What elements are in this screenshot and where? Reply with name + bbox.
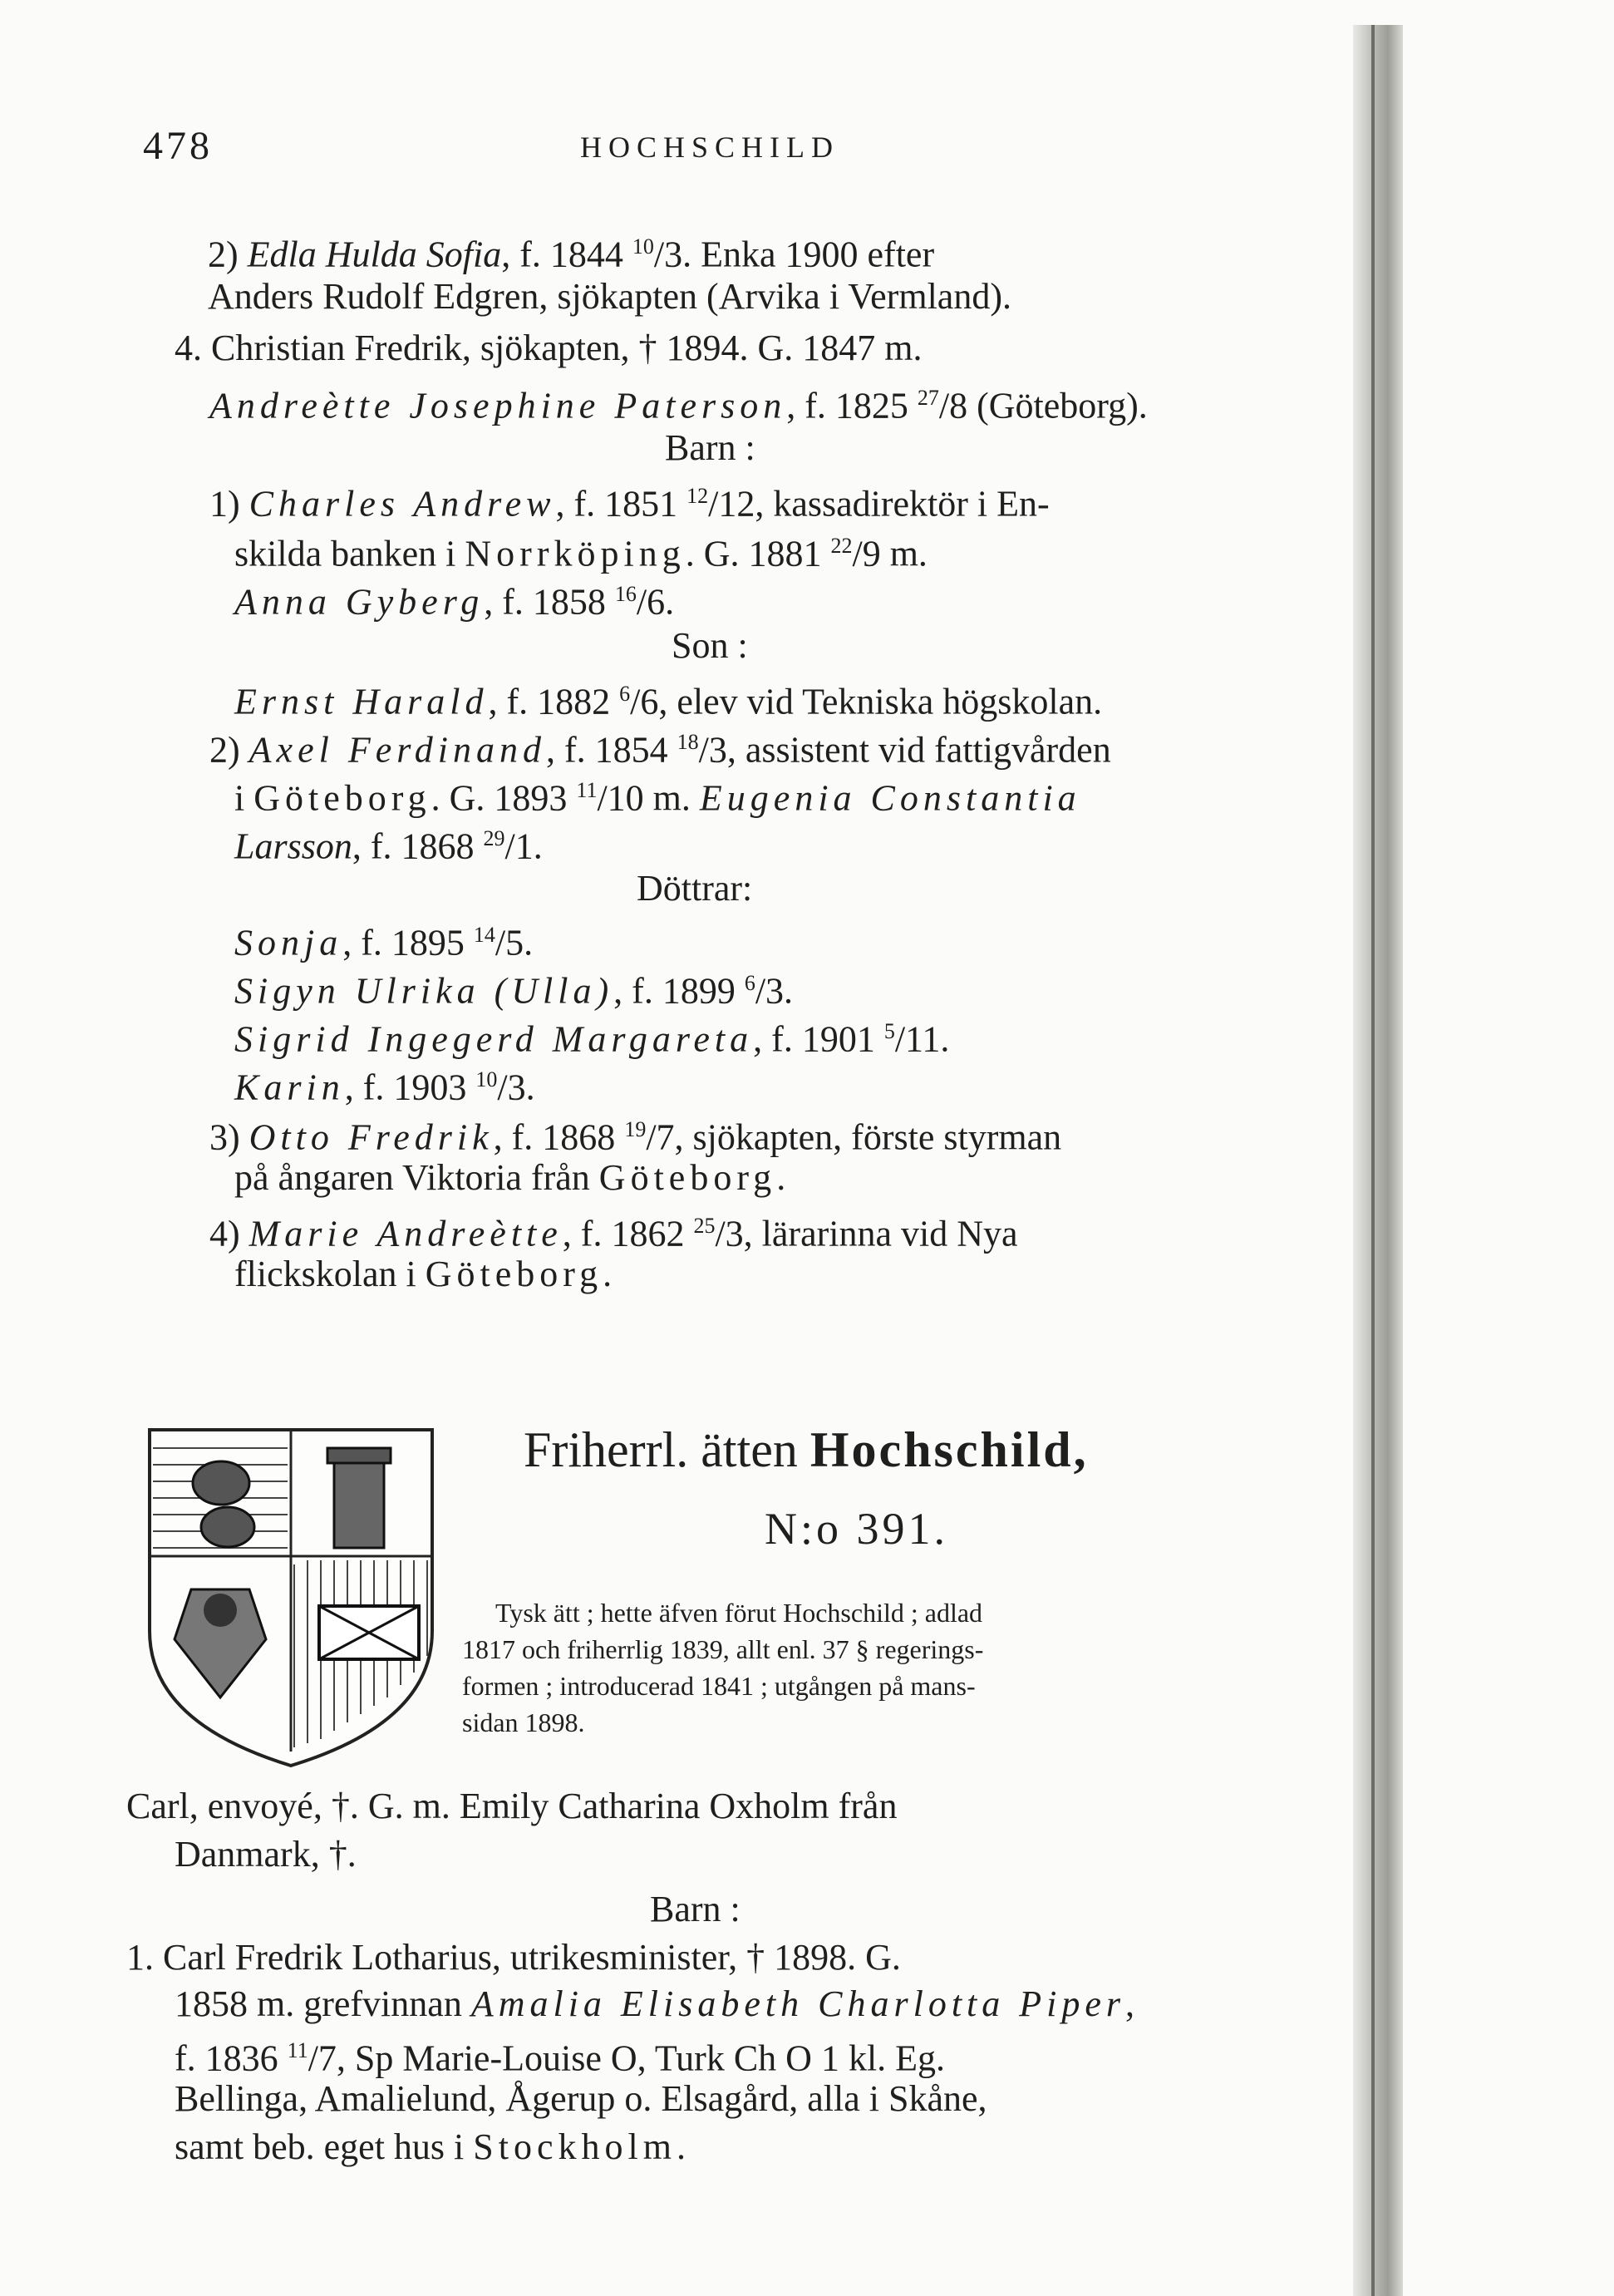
text-line: Karin, f. 1903 $^{10}$/3. bbox=[234, 1067, 535, 1108]
text-line: f. 1836 $^{11}$/7, Sp Marie-Louise O, Turk Ch O 1 kl. Eg. bbox=[175, 2037, 946, 2079]
text-line: 1858 m. grefvinnan Amalia Elisabeth Charlotta Piper, bbox=[175, 1983, 1135, 2024]
text-line: 4. Christian Fredrik, sjökapten, † 1894. G. 1847 m. bbox=[175, 328, 923, 368]
text-line: Sonja, f. 1895 $^{14}$/5. bbox=[234, 922, 534, 963]
running-head: HOCHSCHILD bbox=[580, 131, 840, 164]
text-line: 3) Otto Fredrik, f. 1868 $^{19}$/7, sjökapten, förste styrman bbox=[209, 1116, 1062, 1158]
page-header bbox=[0, 123, 1330, 181]
text-line: Andreètte Josephine Paterson, f. 1825 $^{27}$/8 (Göteborg). bbox=[209, 385, 1148, 426]
scan-binding-edge bbox=[1353, 25, 1403, 2296]
text-line: Anna Gyberg, f. 1858 $^{16}$/6. bbox=[234, 581, 675, 623]
section-number: N:o 391. bbox=[765, 1504, 948, 1554]
desc-line: sidan 1898. bbox=[462, 1707, 585, 1737]
text-line: 2) Axel Ferdinand, f. 1854 $^{18}$/3, assistent vid fattigvården bbox=[209, 729, 1111, 771]
text-line: flickskolan i Göteborg. bbox=[234, 1254, 613, 1294]
text-line: 1) Charles Andrew, f. 1851 $^{12}$/12, kassadirektör i En- bbox=[209, 483, 1050, 525]
text-line: Döttrar: bbox=[637, 868, 753, 909]
text-line: 1. Carl Fredrik Lotharius, utrikesminister, † 1898. G. bbox=[126, 1937, 901, 1978]
text-line: Sigrid Ingegerd Margareta, f. 1901 $^5$/11. bbox=[234, 1018, 950, 1060]
text-line: Anders Rudolf Edgren, sjökapten (Arvika i Vermland). bbox=[208, 276, 1011, 317]
text-line: Sigyn Ulrika (Ulla), f. 1899 $^6$/3. bbox=[234, 970, 794, 1012]
desc-line: 1817 och friherrlig 1839, allt enl. 37 § regerings- bbox=[462, 1634, 984, 1664]
text-line: Bellinga, Amalielund, Ågerup o. Elsagård, alla i Skåne, bbox=[175, 2078, 987, 2119]
family-description bbox=[462, 1594, 1293, 1741]
text-line: 2) Edla Hulda Sofia, f. 1844 $^{10}$/3. Enka 1900 efter bbox=[208, 234, 935, 275]
text-line: Barn : bbox=[665, 427, 755, 468]
desc-line: Tysk ätt ; hette äfven förut Hochschild ; adlad bbox=[495, 1598, 983, 1628]
text-line: Barn : bbox=[650, 1889, 741, 1929]
scan-binding-line bbox=[1371, 25, 1375, 2296]
section-title: Friherrl. ätten Hochschild, bbox=[524, 1422, 1089, 1477]
text-line: Larsson, f. 1868 $^{29}$/1. bbox=[234, 825, 543, 867]
text-line: Danmark, †. bbox=[175, 1834, 357, 1875]
text-line: Carl, envoyé, †. G. m. Emily Catharina Oxholm från bbox=[126, 1786, 898, 1826]
text-line: Son : bbox=[672, 625, 748, 666]
text-line: Ernst Harald, f. 1882 $^6$/6, elev vid Tekniska högskolan. bbox=[234, 681, 1103, 722]
text-line: i Göteborg. G. 1893 $^{11}$/10 m. Eugenia Constantia bbox=[234, 777, 1081, 819]
desc-line: formen ; introducerad 1841 ; utgången på mans- bbox=[462, 1671, 976, 1701]
text-line: på ångaren Viktoria från Göteborg. bbox=[234, 1157, 786, 1198]
coat-of-arms-image bbox=[141, 1423, 440, 1772]
text-line: skilda banken i Norrköping. G. 1881 $^{22}$/9 m. bbox=[234, 533, 928, 574]
page-number: 478 bbox=[143, 124, 213, 168]
text-line: samt beb. eget hus i Stockholm. bbox=[175, 2126, 686, 2167]
text-line: 4) Marie Andreètte, f. 1862 $^{25}$/3, lärarinna vid Nya bbox=[209, 1213, 1018, 1254]
